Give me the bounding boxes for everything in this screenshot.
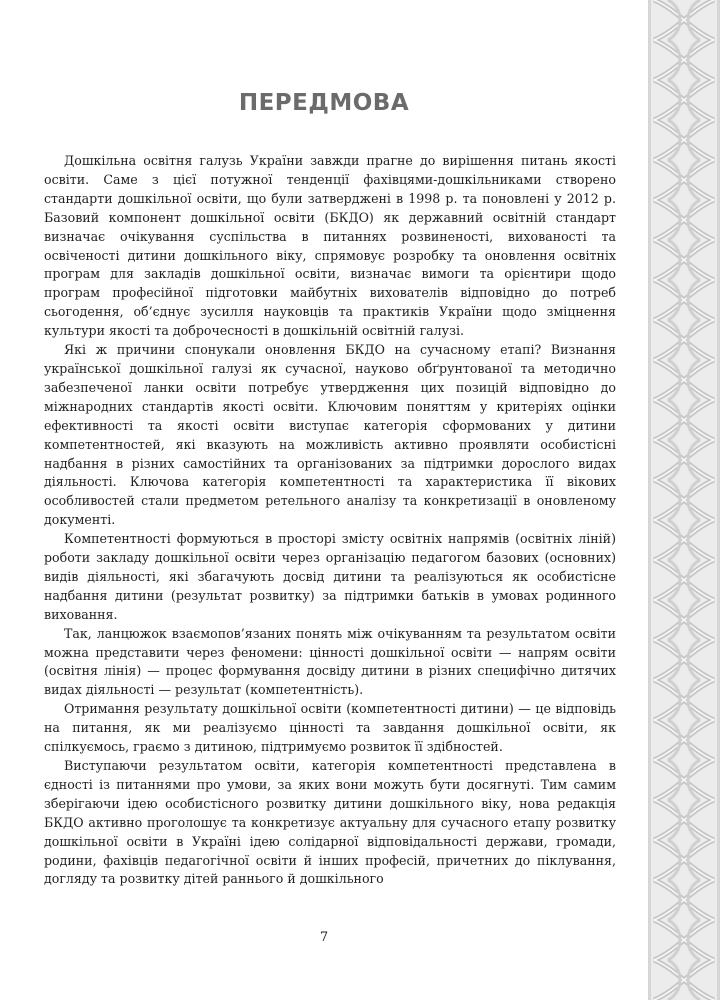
paragraph-5: Отримання результату дошкільної освіти (компетентності дитини) — це відповідь на питання, як ми реалізуємо цінності та завдання дошкільної освіти, як спілкуємось, граємо з дитиною, підтримуємо розвиток її здібностей. (44, 701, 616, 755)
paragraph-4: Так, ланцюжок взаємопов’язаних понять між очікуванням та результатом освіти можна представити через феномени: цінності дошкільної освіти — напрям освіти (освітня лінія) — процес формування досвіду дитини в різних специфічно дитячих видах діяльності — результат (компетентність). (44, 625, 616, 698)
paragraph-3: Компетентності формуються в просторі змісту освітніх напрямів (освітніх ліній) роботи закладу дошкільної освіти через організацію педагогом базових (основних) видів діяльності, які збагачують досвід дитини та реалізуються як особистісне надбання дитини (результат розвитку) за підтримки батьків в умовах родинного виховання. (44, 531, 616, 622)
page-title: ПЕРЕДМОВА (238, 90, 410, 116)
preface-body (44, 152, 616, 889)
paragraph-6: Виступаючи результатом освіти, категорія компетентності представлена в єдності із питаннями про умови, за яких вони можуть бути досягнуті. Тим самим зберігаючи ідею особистісного розвитку дитини дошкільного віку, нова редакція БКДО активно проголошує та конкретизує актуальну для сучасного етапу розвитку дошкільної освіти в Україні ідею солідарної відповідальності держави, громади, родини, фахівців педагогічної освіти й інших професій, причетних до піклування, догляду та розвитку дітей раннього й дошкільного (44, 758, 616, 887)
paragraph-2: Які ж причини спонукали оновлення БКДО на сучасному етапі? Визнання української дошкільної галузі як сучасної, науково обґрунтованої та методично забезпеченої ланки освіти потребує утвердження цих позицій відповідно до міжнародних стандартів якості освіти. Ключовим поняттям у критеріях оцінки ефективності та якості освіти виступає категорія сформованих у дитини компетентностей, які вказують на можливість активно проявляти особистісні надбання в різних самостійних та організованих за підтримки дорослого видах діяльності. Ключова категорія компетентності та характеристика її вікових особливостей стали предметом ретельного аналізу та конкретизації в оновленому документі. (44, 342, 616, 528)
page-number: 7 (319, 930, 329, 945)
paragraph-1: Дошкільна освітня галузь України завжди прагне до вирішення питань якості освіти. Саме з цієї потужної тенденції фахівцями-дошкільниками створено стандарти дошкільної освіти, що були затверджені в 1998 р. та поновлені у 2012 р. Базовий компонент дошкільної освіти (БКДО) як державний освітній стандарт визначає очікування суспільства в питаннях розвиненості, вихованості та освіченості дитини дошкільного віку, спрямовує розробку та оновлення освітніх програм для закладів дошкільної освіти, визначає вимоги та орієнтири щодо програм професійної підготовки майбутніх вихователів відповідно до потреб сьогодення, об’єднує зусилля науковців та практиків України щодо зміцнення культури якості та доброчесності в дошкільній освітній галузі. (44, 153, 616, 339)
decorative-celtic-border (648, 0, 720, 1000)
